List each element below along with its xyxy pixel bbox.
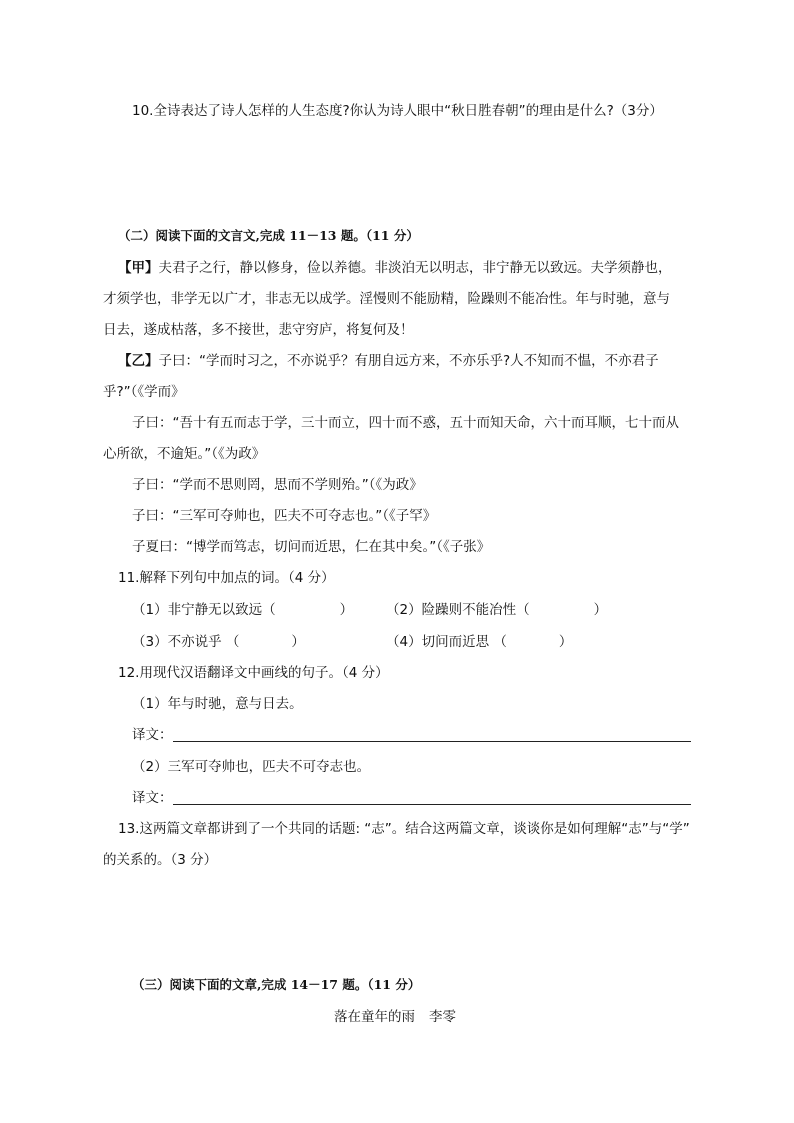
passage-jia-line-2: 才须学也，非学无以广才，非志无以成学。淫慢则不能励精，险躁则不能冶性。年与时驰，意与 (103, 291, 670, 307)
q11-item-2-text: （2）险躁则不能冶性（ (386, 602, 530, 618)
q11-item-4-text: （4）切问而近思 （ (386, 634, 507, 650)
passage-yi5: 子夏曰：“博学而笃志，切问而近思，仁在其中矣。”（《子张》 (132, 539, 491, 555)
passage-yi2-line-2: 心所欲，不逾矩。”（《为政》 (103, 446, 266, 462)
passage-yi4: 子曰：“三军可夺帅也，匹夫不可夺志也。”（《子罕》 (132, 508, 437, 524)
translation-answer-line-2[interactable] (173, 804, 691, 805)
question-13-line-1: 13.这两篇文章都讲到了一个共同的话题: “志”。结合这两篇文章，谈谈你是如何理解“志”与“学” (118, 821, 690, 837)
passage-yi-line-1 (118, 351, 659, 371)
q11-item-2-close: ） (593, 602, 608, 618)
passage-yi-text-1: 子曰：“学而时习之，不亦说乎？有朋自远方来，不亦乐乎?人不知而不愠，不亦君子 (158, 353, 659, 369)
passage-yi2-line-1: 子曰：“吾十有五而志于学，三十而立，四十而不惑，五十而知天命，六十而耳顺，七十而从 (132, 415, 679, 431)
q11-item-1 (132, 600, 353, 620)
q11-item-1-text: （1）非宁静无以致远（ (132, 602, 276, 618)
section-2-heading: （二）阅读下面的文言文,完成 11－13 题。（11 分） (118, 228, 419, 243)
section-3-heading: （三）阅读下面的文章,完成 14－17 题。（11 分） (132, 977, 421, 992)
passage-jia-line-1 (118, 258, 672, 278)
passage-jia-line-3: 日去，遂成枯落，多不接世，悲守穷庐，将复何及！ (103, 322, 414, 338)
passage-yi-line-2: 乎?”（《学而》 (103, 384, 185, 400)
q11-item-3 (132, 632, 305, 652)
translation-label-1: 译文： (132, 727, 173, 743)
question-10: 10.全诗表达了诗人怎样的人生态度?你认为诗人眼中“秋日胜春朝”的理由是什么?（3分） (132, 103, 663, 119)
article-title-line (334, 1007, 456, 1027)
q11-item-3-text: （3）不亦说乎 （ (132, 634, 240, 650)
question-13-line-2: 的关系的。（3 分） (103, 852, 218, 868)
q11-item-3-close: ） (291, 634, 305, 650)
passage-jia-text-1: 夫君子之行，静以修身，俭以养德。非淡泊无以明志，非宁静无以致远。夫学须静也， (158, 260, 672, 276)
q12-sentence-1: （1）年与时驰，意与日去。 (132, 696, 303, 712)
q11-item-4 (386, 632, 572, 652)
article-author: 李零 (429, 1009, 456, 1025)
question-12: 12.用现代汉语翻译文中画线的句子。（4 分） (118, 665, 389, 681)
translation-answer-line-1[interactable] (173, 741, 691, 742)
article-title: 落在童年的雨 (334, 1009, 415, 1025)
question-11: 11.解释下列句中加点的词。（4 分） (118, 570, 335, 586)
translation-label-2: 译文： (132, 790, 173, 806)
q11-item-4-close: ） (558, 634, 573, 650)
q11-item-2[interactable] (386, 600, 607, 620)
passage-jia-label: 【甲】 (118, 260, 159, 276)
q11-item-1-close: ） (339, 602, 354, 618)
passage-yi3: 子曰：“学而不思则罔，思而不学则殆。”（《为政》 (132, 477, 423, 493)
q12-sentence-2: （2）三军可夺帅也，匹夫不可夺志也。 (132, 759, 371, 775)
passage-yi-label: 【乙】 (118, 353, 159, 369)
